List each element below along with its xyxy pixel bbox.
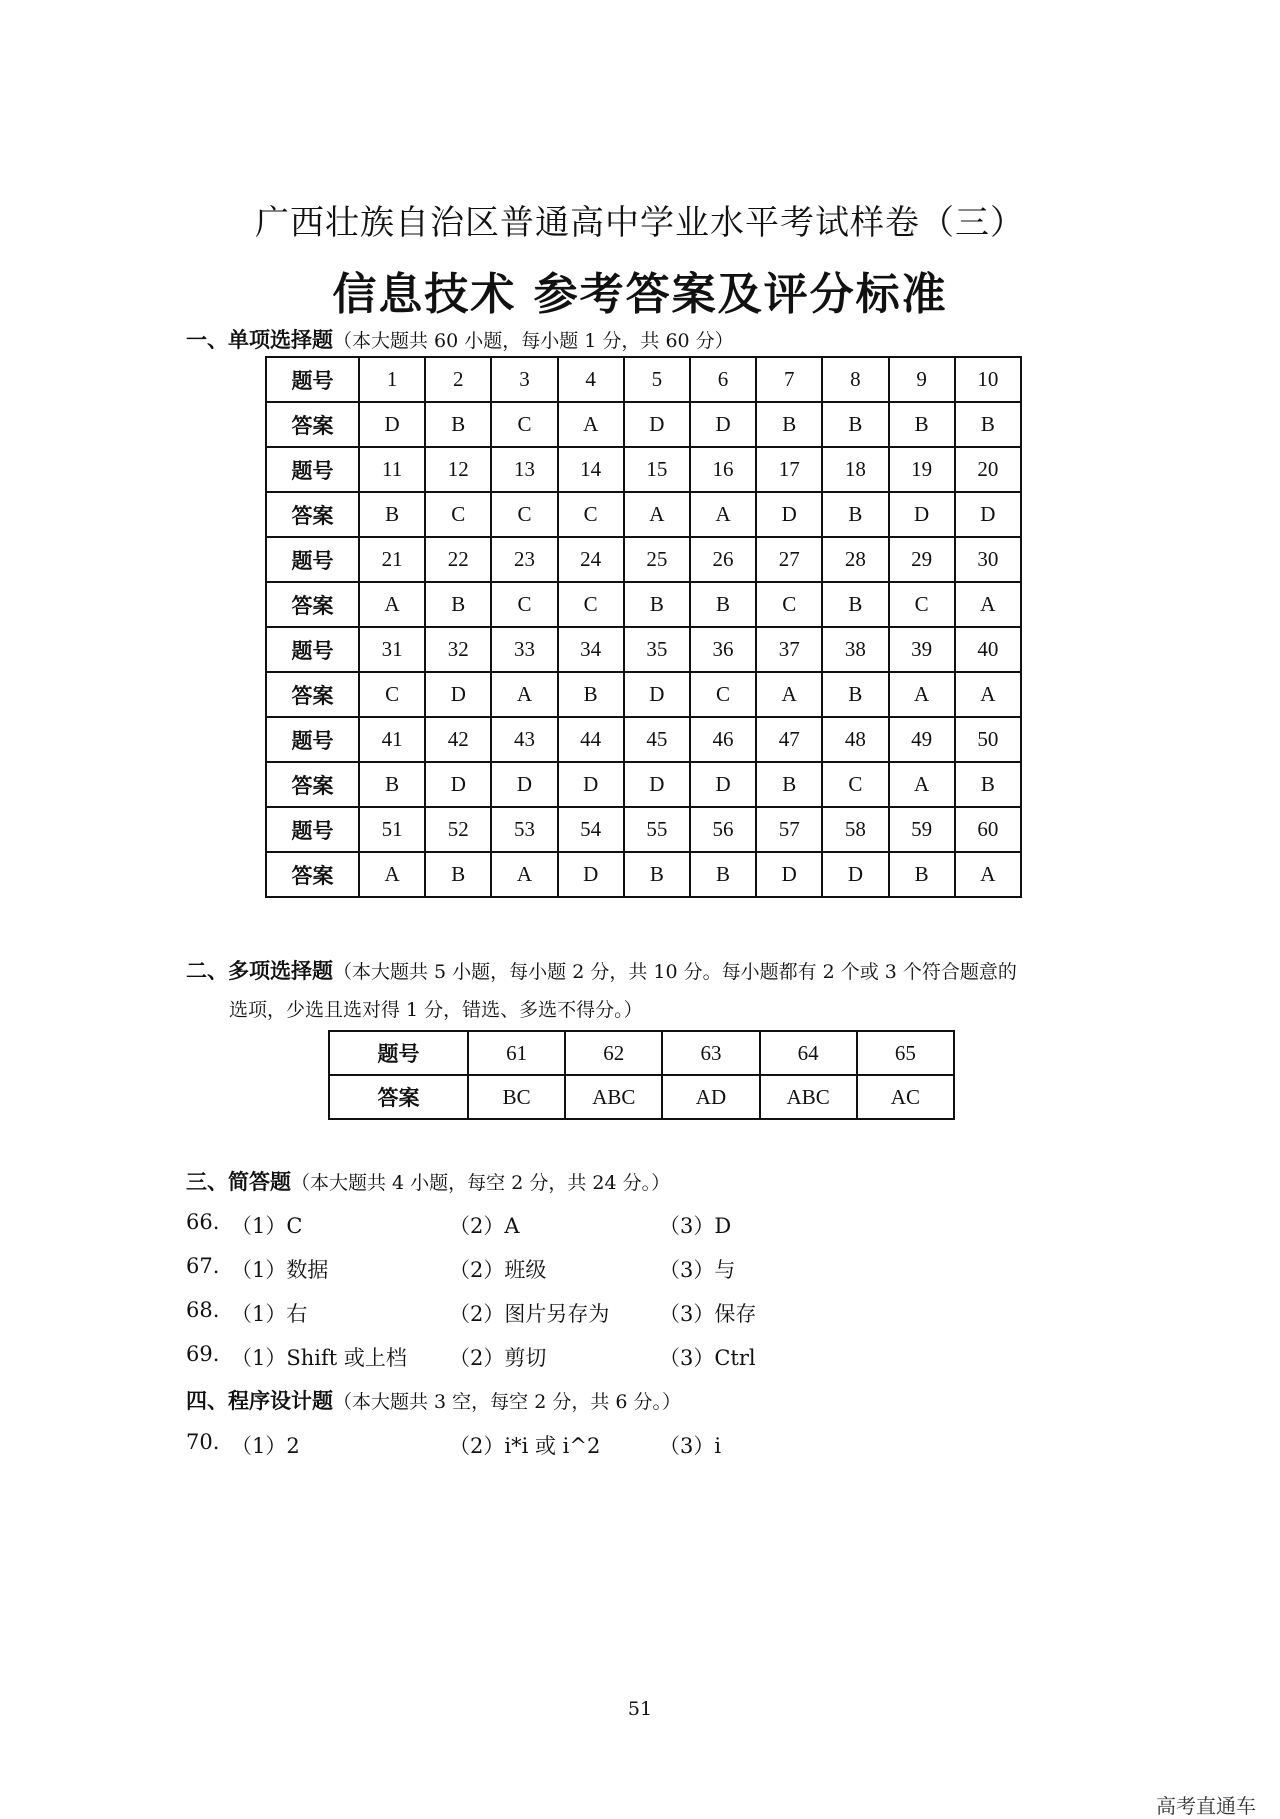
answer-value: B [690, 852, 756, 897]
question-number: 27 [756, 537, 822, 582]
answer-label: 答案 [266, 762, 359, 807]
answer-blank-2: （2）图片另存为 [449, 1302, 610, 1326]
question-label: 题号 [266, 357, 359, 402]
question-number: 14 [558, 447, 624, 492]
answer-value: B [955, 762, 1021, 807]
single-choice-answer-table [265, 356, 1022, 898]
question-number: 4 [558, 357, 624, 402]
answer-value: A [690, 492, 756, 537]
question-number: 33 [491, 627, 557, 672]
answer-value: D [624, 672, 690, 717]
answer-value: A [359, 582, 425, 627]
question-number: 35 [624, 627, 690, 672]
question-number: 44 [558, 717, 624, 762]
answer-value: D [690, 402, 756, 447]
answer-blank-3: （3）D [659, 1214, 732, 1238]
question-number: 60 [955, 807, 1021, 852]
question-number: 49 [889, 717, 955, 762]
table-row [266, 357, 1021, 402]
answer-key-title: 信息技术 参考答案及评分标准 [332, 269, 948, 320]
section2-note-text: 选项，少选且选对得 1 分，错选、多选不得分。） [229, 999, 643, 1021]
item-number: 67. [186, 1254, 220, 1278]
item-number: 70. [186, 1430, 220, 1454]
answer-value: A [491, 852, 557, 897]
answer-label: 答案 [266, 852, 359, 897]
answer-value: D [955, 492, 1021, 537]
answer-value: D [756, 852, 822, 897]
answer-blank-2: （2）i*i 或 i^2 [449, 1434, 601, 1458]
answer-value: C [359, 672, 425, 717]
question-label: 题号 [266, 807, 359, 852]
answer-value: D [425, 762, 491, 807]
answer-value: D [889, 492, 955, 537]
question-number: 64 [760, 1031, 857, 1075]
answer-blank-1: （1）数据 [231, 1258, 329, 1282]
list-item [186, 1298, 1086, 1328]
table-row [266, 492, 1021, 537]
question-label: 题号 [329, 1031, 468, 1075]
question-number: 26 [690, 537, 756, 582]
answer-value: B [359, 492, 425, 537]
answer-value: ABC [760, 1075, 857, 1119]
item-number: 69. [186, 1342, 220, 1366]
answer-label: 答案 [266, 402, 359, 447]
answer-blank-3: （3）Ctrl [659, 1346, 756, 1370]
answer-label: 答案 [266, 492, 359, 537]
table-row [266, 672, 1021, 717]
section4-title: 四、程序设计题 [186, 1389, 333, 1413]
table-row [266, 537, 1021, 582]
answer-label: 答案 [329, 1075, 468, 1119]
section4-heading [186, 1385, 681, 1415]
answer-value: A [955, 852, 1021, 897]
question-number: 29 [889, 537, 955, 582]
question-number: 12 [425, 447, 491, 492]
question-number: 6 [690, 357, 756, 402]
answer-value: C [491, 582, 557, 627]
question-number: 30 [955, 537, 1021, 582]
question-label: 题号 [266, 537, 359, 582]
table-row [329, 1075, 954, 1119]
answer-blank-1: （1）Shift 或上档 [231, 1346, 407, 1370]
answer-value: AD [662, 1075, 759, 1119]
answer-value: C [558, 492, 624, 537]
section1-title: 一、单项选择题 [186, 328, 333, 352]
question-number: 57 [756, 807, 822, 852]
question-number: 40 [955, 627, 1021, 672]
question-number: 37 [756, 627, 822, 672]
question-number: 25 [624, 537, 690, 582]
list-item [186, 1254, 1086, 1284]
question-number: 61 [468, 1031, 565, 1075]
question-number: 16 [690, 447, 756, 492]
answer-blank-3: （3）i [659, 1434, 722, 1458]
answer-value: B [425, 852, 491, 897]
question-number: 46 [690, 717, 756, 762]
answer-blank-3: （3）保存 [659, 1302, 757, 1326]
table-row [266, 807, 1021, 852]
answer-value: B [425, 582, 491, 627]
section2-heading [186, 955, 1017, 985]
answer-blank-3: （3）与 [659, 1258, 736, 1282]
answer-value: B [624, 852, 690, 897]
question-number: 8 [822, 357, 888, 402]
question-number: 28 [822, 537, 888, 582]
question-number: 3 [491, 357, 557, 402]
answer-value: B [359, 762, 425, 807]
table-row [266, 717, 1021, 762]
answer-value: C [690, 672, 756, 717]
question-number: 23 [491, 537, 557, 582]
question-number: 45 [624, 717, 690, 762]
section2-note-line2 [229, 995, 643, 1022]
answer-value: B [756, 762, 822, 807]
item-number: 68. [186, 1298, 220, 1322]
question-number: 48 [822, 717, 888, 762]
question-number: 32 [425, 627, 491, 672]
answer-value: B [624, 582, 690, 627]
answer-value: AC [857, 1075, 954, 1119]
question-number: 13 [491, 447, 557, 492]
question-number: 58 [822, 807, 888, 852]
question-number: 52 [425, 807, 491, 852]
question-number: 2 [425, 357, 491, 402]
question-number: 43 [491, 717, 557, 762]
table-row [266, 627, 1021, 672]
question-number: 36 [690, 627, 756, 672]
answer-value: C [558, 582, 624, 627]
watermark: 高考直通车 [1156, 1794, 1256, 1818]
question-number: 20 [955, 447, 1021, 492]
multi-choice-answer-table [328, 1030, 955, 1120]
question-label: 题号 [266, 447, 359, 492]
section1-heading [186, 324, 734, 354]
answer-label: 答案 [266, 582, 359, 627]
question-number: 47 [756, 717, 822, 762]
question-number: 53 [491, 807, 557, 852]
section3-note: （本大题共 4 小题，每空 2 分，共 24 分。） [291, 1172, 671, 1194]
answer-value: A [491, 672, 557, 717]
answer-value: A [955, 582, 1021, 627]
answer-blank-1: （1）2 [231, 1434, 300, 1458]
list-item [186, 1430, 1086, 1460]
section2-title: 二、多项选择题 [186, 959, 333, 983]
question-label: 题号 [266, 627, 359, 672]
table-row [266, 762, 1021, 807]
table-row [266, 402, 1021, 447]
answer-value: D [558, 762, 624, 807]
answer-value: A [889, 762, 955, 807]
question-number: 19 [889, 447, 955, 492]
item-number: 66. [186, 1210, 220, 1234]
question-number: 56 [690, 807, 756, 852]
question-number: 31 [359, 627, 425, 672]
answer-value: ABC [565, 1075, 662, 1119]
answer-value: A [889, 672, 955, 717]
answer-value: B [756, 402, 822, 447]
answer-value: D [425, 672, 491, 717]
answer-blank-1: （1）C [231, 1214, 303, 1238]
question-number: 42 [425, 717, 491, 762]
answer-value: D [690, 762, 756, 807]
answer-blank-1: （1）右 [231, 1302, 308, 1326]
question-number: 15 [624, 447, 690, 492]
table-row [329, 1031, 954, 1075]
question-number: 5 [624, 357, 690, 402]
section2-note-line1: （本大题共 5 小题，每小题 2 分，共 10 分。每小题都有 2 个或 3 个符合题意的 [333, 961, 1017, 983]
question-number: 63 [662, 1031, 759, 1075]
question-number: 55 [624, 807, 690, 852]
answer-value: B [822, 672, 888, 717]
question-number: 11 [359, 447, 425, 492]
answer-value: D [624, 402, 690, 447]
question-number: 7 [756, 357, 822, 402]
list-item [186, 1210, 1086, 1240]
answer-value: A [756, 672, 822, 717]
answer-value: D [756, 492, 822, 537]
answer-blank-2: （2）A [449, 1214, 520, 1238]
answer-value: C [756, 582, 822, 627]
answer-value: A [624, 492, 690, 537]
answer-value: C [491, 402, 557, 447]
answer-value: B [822, 402, 888, 447]
question-number: 10 [955, 357, 1021, 402]
table-row [266, 582, 1021, 627]
answer-value: D [624, 762, 690, 807]
answer-blank-2: （2）班级 [449, 1258, 547, 1282]
answer-value: B [889, 852, 955, 897]
question-number: 59 [889, 807, 955, 852]
answer-value: B [955, 402, 1021, 447]
answer-label: 答案 [266, 672, 359, 717]
answer-value: A [558, 402, 624, 447]
answer-value: D [491, 762, 557, 807]
table-row [266, 852, 1021, 897]
section4-note: （本大题共 3 空，每空 2 分，共 6 分。） [333, 1391, 682, 1413]
section3-heading [186, 1166, 670, 1196]
answer-value: B [558, 672, 624, 717]
question-number: 24 [558, 537, 624, 582]
question-number: 22 [425, 537, 491, 582]
answer-value: C [822, 762, 888, 807]
answer-value: BC [468, 1075, 565, 1119]
question-number: 21 [359, 537, 425, 582]
page-number: 51 [627, 1698, 653, 1720]
list-item [186, 1342, 1086, 1372]
question-number: 50 [955, 717, 1021, 762]
question-number: 41 [359, 717, 425, 762]
answer-value: C [491, 492, 557, 537]
question-number: 51 [359, 807, 425, 852]
table-row [266, 447, 1021, 492]
answer-value: A [359, 852, 425, 897]
question-label: 题号 [266, 717, 359, 762]
answer-value: B [425, 402, 491, 447]
answer-value: C [889, 582, 955, 627]
question-number: 62 [565, 1031, 662, 1075]
answer-value: D [558, 852, 624, 897]
exam-title: 广西壮族自治区普通高中学业水平考试样卷（三） [255, 203, 1025, 243]
question-number: 38 [822, 627, 888, 672]
answer-value: D [822, 852, 888, 897]
answer-value: D [359, 402, 425, 447]
question-number: 18 [822, 447, 888, 492]
question-number: 65 [857, 1031, 954, 1075]
section1-note: （本大题共 60 小题，每小题 1 分，共 60 分） [333, 330, 734, 352]
answer-value: B [690, 582, 756, 627]
answer-value: B [889, 402, 955, 447]
question-number: 54 [558, 807, 624, 852]
question-number: 1 [359, 357, 425, 402]
answer-value: A [955, 672, 1021, 717]
question-number: 39 [889, 627, 955, 672]
answer-value: C [425, 492, 491, 537]
section3-title: 三、简答题 [186, 1170, 291, 1194]
question-number: 34 [558, 627, 624, 672]
answer-value: B [822, 492, 888, 537]
question-number: 9 [889, 357, 955, 402]
answer-value: B [822, 582, 888, 627]
answer-blank-2: （2）剪切 [449, 1346, 547, 1370]
question-number: 17 [756, 447, 822, 492]
